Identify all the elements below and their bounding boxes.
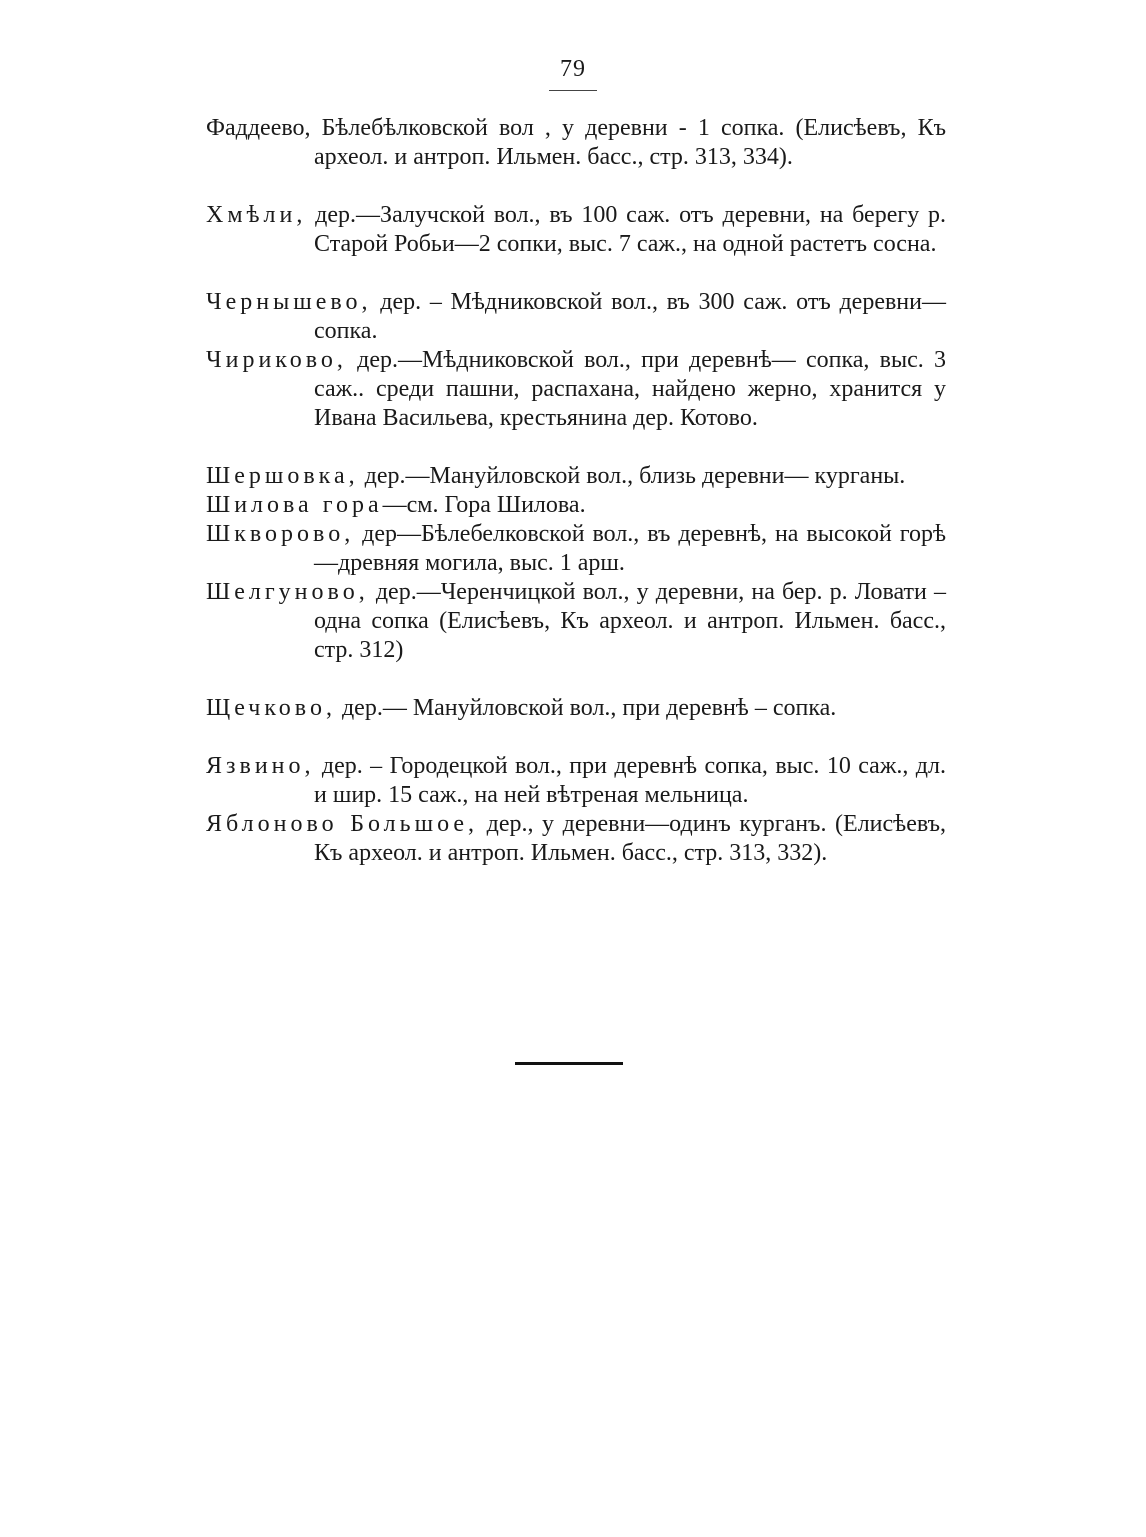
entry <box>206 752 946 810</box>
page-number: 79 <box>560 56 586 82</box>
entry-text: дер. – Городецкой вол., при деревнѣ сопка, выс. 10 саж., дл. и шир. 15 саж., на ней вѣтреная мельница. <box>314 753 946 808</box>
entry-head: Чириково, <box>206 347 347 373</box>
entry-head: Шершовка, <box>206 463 359 489</box>
entry <box>206 288 946 346</box>
entry-head: Хмѣли, <box>206 202 307 228</box>
entry <box>206 114 946 172</box>
page-number-underline <box>549 90 597 91</box>
entry-text: дер—Бѣлебелковской вол., въ деревнѣ, на высокой горѣ—древняя могила, выс. 1 арш. <box>314 521 946 576</box>
entry-text: дер.—Мануйловской вол., близь деревни— курганы. <box>358 463 906 489</box>
entry-head: Фаддеево, <box>206 115 311 141</box>
entry-head: Шилова гора <box>206 492 383 518</box>
entry <box>206 810 946 868</box>
entry-text: дер., у деревни—одинъ курганъ. (Елисѣевъ, Къ археол. и антроп. Ильмен. басс., стр. 313, 332). <box>314 811 946 866</box>
entry <box>206 346 946 433</box>
entry-text: Бѣлебѣлковской вол , у деревни - 1 сопка. (Елисѣевъ, Къ археол. и антроп. Ильмен. басс., стр. 313, 334). <box>310 115 946 170</box>
entry-text: дер.— Мануйловской вол., при деревнѣ – сопка. <box>335 695 837 721</box>
entry-text: дер. – Мѣдниковской вол., въ 300 саж. отъ деревни—сопка. <box>314 289 946 344</box>
entry-head: Язвино, <box>206 753 315 779</box>
entry-head: Шкворово, <box>206 521 355 547</box>
entry <box>206 201 946 259</box>
entry-head: Яблоново Большое, <box>206 811 479 837</box>
entry-text: дер.—Черенчицкой вол., у деревни, на бер. р. Ловати – одна сопка (Елисѣевъ, Къ археол. и антроп. Ильмен. басс., стр. 312) <box>314 579 946 663</box>
entry-text: дер.—Мѣдниковской вол., при деревнѣ— сопка, выс. 3 саж.. среди пашни, распахана, найдено жерно, хранится у Ивана Васильева, крестьянина дер. Котово. <box>314 347 946 431</box>
entry <box>206 491 946 520</box>
entry-head: Щечково, <box>206 695 336 721</box>
entry-head: Чернышево, <box>206 289 372 315</box>
entry-list <box>206 114 946 868</box>
entry-head: Шелгуново, <box>206 579 369 605</box>
entry <box>206 578 946 665</box>
entry <box>206 694 946 723</box>
entry <box>206 520 946 578</box>
entry-text: дер.—Залучской вол., въ 100 саж. отъ деревни, на берегу р. Старой Робьи—2 сопки, выс. 7 саж., на одной растетъ сосна. <box>306 202 946 257</box>
entry <box>206 462 946 491</box>
end-rule <box>515 1062 623 1065</box>
entry-text: —см. Гора Шилова. <box>382 492 586 518</box>
